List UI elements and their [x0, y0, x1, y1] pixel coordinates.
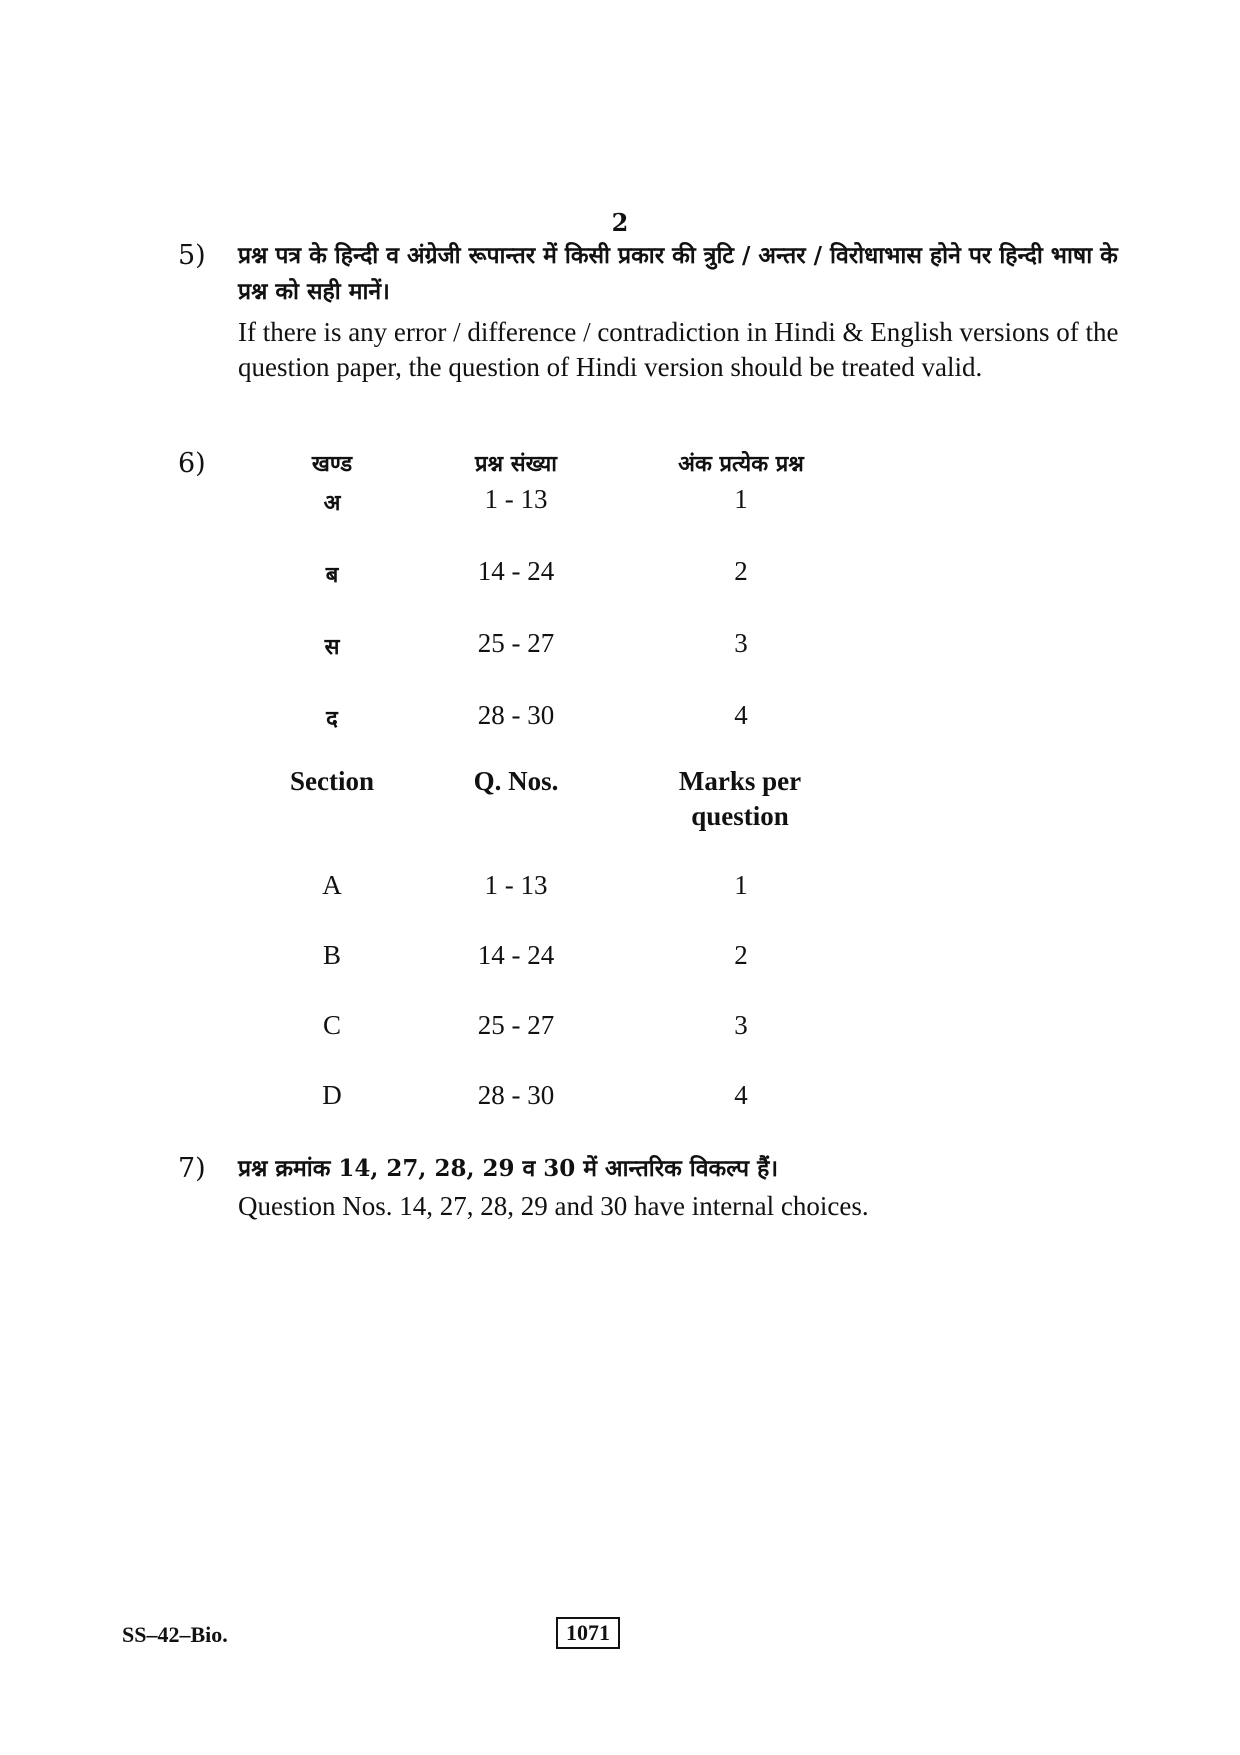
english-row-1-section: A — [322, 870, 342, 900]
hindi-row-4-qnos: 28 - 30 — [477, 700, 555, 730]
english-row-1-marks: 1 — [734, 870, 748, 900]
item-5-english-text: If there is any error / difference / contradiction in Hindi & English versions of the question paper, the question of Hindi version should be treated valid. — [238, 317, 1119, 382]
item-7-english-text: Question Nos. 14, 27, 28, 29 and 30 have internal choices. — [238, 1191, 869, 1221]
item-5-hindi-text: प्रश्न पत्र के हिन्दी व अंग्रेजी रूपान्तर में किसी प्रकार की त्रुटि / अन्तर / विरोधाभास होने पर हिन्दी भाषा के प्रश्न को सही मानें। — [238, 242, 1118, 305]
english-header-marks: Marks per question — [678, 766, 802, 831]
item-6-number: 6) — [178, 448, 206, 479]
hindi-row-3-marks: 3 — [734, 628, 748, 658]
english-row-2-section: B — [322, 940, 341, 970]
english-row-4-section: D — [322, 1080, 342, 1110]
english-row-1-qnos: 1 - 13 — [484, 870, 548, 900]
hindi-header-section: खण्ड — [311, 451, 353, 477]
hindi-row-1-section: अ — [323, 490, 341, 516]
hindi-row-2-section: ब — [325, 562, 339, 588]
hindi-header-qnos: प्रश्न संख्या — [475, 451, 557, 477]
english-row-2-marks: 2 — [734, 940, 748, 970]
english-row-3-section: C — [322, 1010, 341, 1040]
english-header-qnos: Q. Nos. — [473, 766, 559, 796]
english-header-section: Section — [290, 766, 374, 796]
english-row-4-qnos: 28 - 30 — [477, 1080, 555, 1110]
hindi-row-1-qnos: 1 - 13 — [484, 484, 548, 514]
paper-code: SS–42–Bio. — [122, 1622, 228, 1647]
english-row-2-qnos: 14 - 24 — [477, 940, 555, 970]
hindi-row-3-section: स — [324, 634, 340, 660]
hindi-row-4-marks: 4 — [734, 700, 748, 730]
english-row-4-marks: 4 — [734, 1080, 748, 1110]
english-row-3-qnos: 25 - 27 — [477, 1010, 555, 1040]
page-number: 2 — [611, 208, 629, 237]
page-code-box: 1071 — [556, 1617, 620, 1649]
hindi-row-4-section: द — [326, 706, 338, 732]
hindi-row-3-qnos: 25 - 27 — [477, 628, 555, 658]
item-7-hindi-text: प्रश्न क्रमांक 14, 27, 28, 29 व 30 में आन्तरिक विकल्प हैं। — [238, 1155, 779, 1182]
english-row-3-marks: 3 — [734, 1010, 748, 1040]
item-7-number: 7) — [178, 1153, 206, 1184]
hindi-row-2-marks: 2 — [734, 556, 748, 586]
item-5-number: 5) — [178, 240, 206, 271]
hindi-header-marks: अंक प्रत्येक प्रश्न — [678, 451, 804, 477]
hindi-row-2-qnos: 14 - 24 — [477, 556, 555, 586]
hindi-row-1-marks: 1 — [734, 484, 748, 514]
